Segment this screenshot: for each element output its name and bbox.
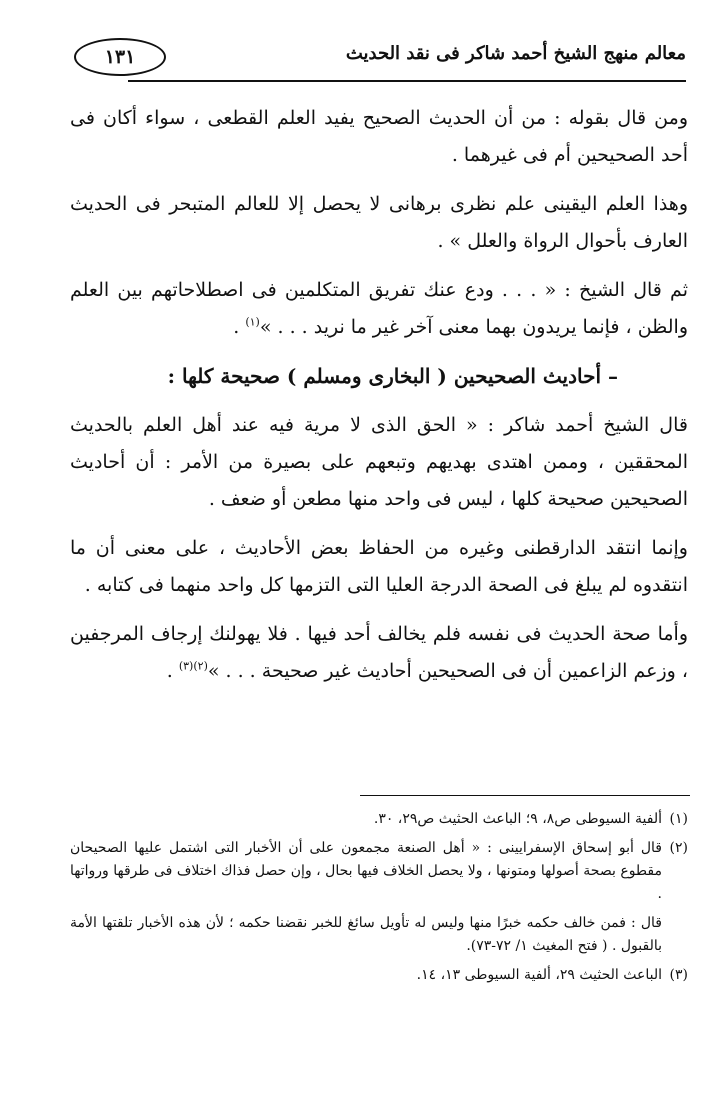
sentence-period: .	[233, 316, 246, 338]
header-rule	[128, 80, 686, 82]
paragraph-text: ومن قال بقوله : من أن الحديث الصحيح يفيد العلم القطعى ، سواء أكان فى أحد الصحيحين أم فى غيرهما .	[70, 107, 688, 166]
footnote-marker: (٣)	[669, 967, 688, 983]
paragraph-text: ثم قال الشيخ : « . . . ودع عنك تفريق المتكلمين فى اصطلاحاتهم بين العلم والظن ، فإنما يريدون بهما معنى آخر غير ما نريد . . . »	[70, 279, 688, 338]
body-paragraph	[70, 530, 688, 604]
body-paragraph	[70, 272, 688, 346]
section-heading	[70, 358, 688, 395]
running-title: معالم منهج الشيخ أحمد شاكر فى نقد الحديث	[345, 43, 686, 64]
paragraph-text: قال الشيخ أحمد شاكر : « الحق الذى لا مرية فيه عند أهل العلم بالحديث المحققين ، وممن اهتدى بهديهم وتبعهم على بصيرة من الأمر : أن أحاديث الصحيحين صحيحة كلها ، ليس فى واحد منها مطعن أو ضعف .	[70, 414, 688, 510]
paragraph-text: وهذا العلم اليقينى علم نظرى برهانى لا يحصل إلا للعالم المتبحر فى الحديث العارف بأحوال الرواة والعلل » .	[70, 193, 688, 252]
page-header	[58, 30, 686, 86]
footnote-text: الباعث الحثيث ٢٩، ألفية السيوطى ١٣، ١٤.	[416, 967, 662, 983]
footnote-separator	[360, 795, 690, 796]
body-paragraph	[70, 616, 688, 690]
body-paragraph	[70, 407, 688, 518]
footnote	[70, 837, 688, 906]
footnote-reference[interactable]: (٢)(٣)	[178, 659, 208, 673]
page-number: ١٣١	[74, 38, 166, 76]
footnote-text: ألفية السيوطى ص٨، ٩؛ الباعث الحثيث ص٢٩، ٣٠.	[373, 811, 662, 827]
paragraph-text: وأما صحة الحديث فى نفسه فلم يخالف أحد فيها . فلا يهولنك إرجاف المرجفين ، وزعم الزاعمين أن فى الصحيحين أحاديث غير صحيحة . . . »	[70, 623, 688, 682]
footnote-reference[interactable]: (١)	[245, 315, 260, 329]
footnote-marker: (٢)	[669, 840, 688, 856]
sentence-period: .	[166, 660, 179, 682]
footnote-text: قال : فمن خالف حكمه خبرًا منها وليس له تأويل سائغ للخبر نقضنا حكمه ؛ لأن هذه الأخبار تلقتها الأمة بالقبول . ( فتح المغيث ١/ ٧٢-٧٣).	[70, 915, 662, 954]
footnote-marker: (١)	[669, 811, 688, 827]
footnotes	[70, 808, 688, 993]
body-paragraph	[70, 100, 688, 174]
footnote	[70, 964, 688, 987]
footnote	[70, 912, 662, 958]
footnote-text: قال أبو إسحاق الإسفرايينى : « أهل الصنعة مجمعون على أن الأخبار التى اشتمل عليها الصحيحان مقطوع بصحة أصولها ومتونها ، ولا يحصل الخلاف فيها بحال ، وإن حصل فذاك اختلاف فى طرقها ورواتها .	[70, 840, 662, 902]
paragraph-text: – أحاديث الصحيحين ( البخارى ومسلم ) صحيحة كلها :	[167, 364, 618, 388]
footnote	[70, 808, 688, 831]
body-paragraph	[70, 186, 688, 260]
paragraph-text: وإنما انتقد الدارقطنى وغيره من الحفاظ بعض الأحاديث ، على معنى أن ما انتقدوه لم يبلغ فى الصحة الدرجة العليا التى التزمها كل واحد منهما فى كتابه .	[70, 537, 688, 596]
main-text	[70, 100, 688, 702]
